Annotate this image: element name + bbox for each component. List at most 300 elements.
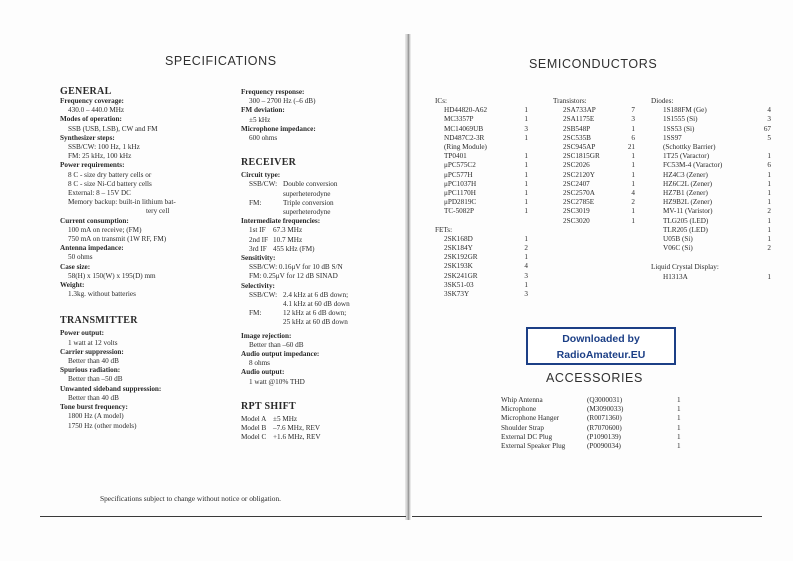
spec-value: 1750 Hz (other models)	[68, 421, 137, 430]
table-row	[501, 396, 687, 405]
spec-value: Memory backup: built-in lithium bat-	[68, 198, 176, 207]
part-quantity: 1	[524, 170, 528, 179]
part-quantity: 3	[524, 290, 528, 299]
table-row	[501, 433, 687, 442]
accessory-name: Microphone Hanger	[501, 414, 560, 423]
transistors-block	[553, 97, 635, 226]
accessory-quantity: 1	[677, 442, 681, 451]
part-quantity: 1	[767, 152, 771, 161]
part-number: 2SC3019	[563, 207, 590, 216]
kv-row	[241, 318, 401, 327]
spec-value: 1 watt at 12 volts	[68, 338, 118, 347]
spec-value: 300 – 2700 Hz (–6 dB)	[249, 97, 316, 106]
table-row	[444, 171, 528, 180]
selectivity-label: Selectivity:	[241, 281, 275, 290]
part-number: FC53M-4 (Varactor)	[663, 161, 723, 170]
kv-row	[241, 291, 401, 300]
table-row	[444, 253, 528, 262]
table-row	[444, 180, 528, 189]
part-quantity	[741, 143, 771, 152]
bottom-rule-right	[412, 516, 762, 517]
page-gutter	[405, 34, 411, 520]
table-row	[663, 244, 771, 253]
table-row	[444, 198, 528, 207]
accessory-name: Microphone	[501, 405, 537, 414]
spec-label: Power output:	[60, 329, 104, 338]
spec-value: Better than –60 dB	[249, 340, 304, 349]
kv-row	[241, 199, 401, 208]
table-row	[563, 115, 635, 124]
part-quantity: 1	[524, 253, 528, 262]
part-quantity: 1	[524, 133, 528, 142]
table-row	[444, 143, 528, 152]
spec-label: Synthesizer steps:	[60, 133, 115, 142]
part-quantity: 1	[524, 106, 528, 115]
part-number: 2SC1815GR	[563, 152, 600, 161]
fets-label: FETs:	[435, 225, 453, 234]
part-number: MC3357P	[444, 115, 474, 124]
kv-key	[249, 190, 283, 199]
part-quantity: 2	[524, 244, 528, 253]
kv-value: Double conversion	[283, 180, 338, 189]
table-row	[663, 217, 771, 226]
part-number: HD44820-A62	[444, 106, 488, 115]
table-row	[444, 115, 528, 124]
kv-key: Model C	[241, 433, 267, 442]
kv-value: ±5 MHz	[273, 414, 298, 423]
spec-label: Microphone impedance:	[241, 124, 316, 133]
kv-row	[241, 309, 401, 318]
rpt-shift-heading: RPT SHIFT	[241, 400, 297, 412]
part-quantity: 5	[767, 133, 771, 142]
accessory-code: (R0071360)	[587, 414, 622, 423]
accessory-name: Whip Antenna	[501, 396, 543, 404]
part-quantity: 1	[631, 179, 635, 188]
kv-key	[249, 208, 283, 217]
table-row	[563, 143, 635, 152]
accessory-code: (P1090139)	[587, 432, 621, 441]
part-number: 2SC535B	[563, 133, 591, 142]
download-line-1: Downloaded by	[562, 333, 640, 345]
part-quantity: 2	[767, 207, 771, 216]
fets-table	[444, 235, 528, 299]
part-quantity: 1	[524, 280, 528, 289]
kv-row	[241, 245, 401, 254]
part-number: 2SK241GR	[444, 271, 478, 280]
spec-value: Better than 40 dB	[68, 393, 119, 402]
table-row	[563, 217, 635, 226]
kv-row	[241, 424, 401, 433]
accessory-code: (P0090034)	[587, 442, 621, 451]
spec-label: Spurious radiation:	[60, 366, 121, 375]
table-row	[444, 262, 528, 271]
part-quantity: 4	[524, 262, 528, 271]
part-quantity: 1	[767, 225, 771, 234]
diodes-table	[663, 106, 771, 253]
kv-key: FM:	[249, 309, 262, 318]
part-quantity: 1	[524, 189, 528, 198]
part-number: 1SS53 (Si)	[663, 124, 695, 133]
kv-row	[241, 180, 401, 189]
spec-label: Case size:	[60, 262, 91, 271]
part-number: 2SA733AP	[563, 106, 596, 115]
circuit-type-label: Circuit type:	[241, 171, 281, 180]
kv-row	[241, 226, 401, 235]
table-row	[501, 424, 687, 433]
part-quantity: 1	[524, 198, 528, 207]
audio-spec-list	[241, 88, 401, 143]
part-number: 2SC2407	[563, 179, 590, 188]
selectivity-list	[241, 291, 401, 328]
kv-value: superheterodyne	[283, 208, 331, 217]
kv-value: +1.6 MHz, REV	[273, 433, 321, 442]
part-quantity: 2	[767, 244, 771, 253]
part-number: 2SB548P	[563, 124, 591, 133]
general-heading: GENERAL	[60, 86, 112, 97]
diodes-block	[651, 97, 771, 282]
part-quantity: 1	[524, 152, 528, 161]
kv-value: superheterodyne	[283, 189, 331, 198]
table-row	[444, 106, 528, 115]
kv-key: 2nd IF	[249, 235, 268, 244]
accessory-quantity: 1	[677, 396, 681, 404]
transistors-label: Transistors:	[553, 97, 587, 105]
transmitter-list	[60, 329, 235, 430]
kv-key: SSB/CW:	[249, 290, 278, 299]
part-number: μPC1170H	[444, 189, 476, 198]
ics-label: ICs:	[435, 97, 447, 105]
part-quantity: 7	[631, 106, 635, 115]
part-number: V06C (Si)	[663, 244, 693, 253]
spec-value: 100 mA on receive; (FM)	[68, 225, 142, 234]
part-quantity: 6	[631, 133, 635, 142]
table-row	[501, 405, 687, 414]
part-number: ND487C2-3R	[444, 133, 485, 142]
part-quantity: 1	[767, 198, 771, 207]
part-number: 1S188FM (Ge)	[663, 106, 707, 115]
part-quantity: 3	[524, 124, 528, 133]
spec-value: Better than 40 dB	[68, 357, 119, 366]
part-number: μPD2819C	[444, 198, 477, 207]
part-number: 1T25 (Varactor)	[663, 152, 710, 161]
part-quantity: 6	[767, 161, 771, 170]
spec-label: Audio output:	[241, 368, 285, 377]
part-number: HZ7B1 (Zener)	[663, 189, 708, 198]
accessories-table	[501, 396, 687, 451]
table-row	[444, 290, 528, 299]
accessory-code: (M3090033)	[587, 405, 624, 414]
part-number: TLG205 (LED)	[663, 216, 709, 225]
transmitter-heading: TRANSMITTER	[60, 315, 138, 327]
spec-value: 8 ohms	[249, 359, 270, 368]
accessory-name: External DC Plug	[501, 432, 553, 441]
table-row	[444, 134, 528, 143]
part-number: μPC1037H	[444, 179, 477, 188]
table-row	[663, 143, 771, 152]
table-row	[663, 171, 771, 180]
part-number: 2SC2026	[563, 161, 590, 170]
part-number: 2SK192GR	[444, 253, 478, 262]
part-number: 1SS97	[663, 133, 682, 142]
spec-value: 8 C - size Ni-Cd battery cells	[68, 179, 152, 188]
kv-value: 2.4 kHz at 6 dB down;	[283, 290, 349, 299]
spec-value: 1800 Hz (A model)	[68, 412, 124, 421]
part-quantity: 1	[767, 179, 771, 188]
table-row	[663, 161, 771, 170]
spec-footer-note: Specifications subject to change without notice or obligation.	[100, 494, 282, 503]
kv-row	[241, 415, 401, 424]
part-number: 2SK193K	[444, 262, 473, 271]
accessory-quantity: 1	[677, 414, 681, 423]
spec-label: Antenna impedance:	[60, 244, 124, 253]
kv-row	[241, 190, 401, 199]
kv-value: Triple conversion	[283, 198, 334, 207]
table-row	[444, 207, 528, 216]
accessory-code: (Q3000031)	[587, 396, 623, 404]
part-quantity: 1	[767, 216, 771, 225]
part-number: μPC575C2	[444, 161, 476, 170]
spec-label: Frequency coverage:	[60, 97, 124, 105]
semiconductors-title: SEMICONDUCTORS	[529, 57, 658, 71]
kv-value: 455 kHz (FM)	[273, 244, 315, 253]
sensitivity-ssb: SSB/CW: 0.16μV for 10 dB S/N	[249, 263, 343, 272]
spec-label: Tone burst frequency:	[60, 403, 128, 412]
spec-value: 600 ohms	[249, 134, 278, 143]
part-quantity: 4	[767, 106, 771, 115]
spec-label: FM deviation:	[241, 106, 285, 115]
part-number: 1S1555 (Si)	[663, 115, 698, 124]
table-row	[663, 106, 771, 115]
part-number: TP0401	[444, 152, 467, 161]
part-number: 2SC2120Y	[563, 170, 595, 179]
part-quantity: 1	[524, 234, 528, 243]
kv-row	[241, 433, 401, 442]
part-quantity: 1	[767, 170, 771, 179]
sensitivity-fm: FM: 0.25μV for 12 dB SINAD	[249, 272, 338, 281]
part-number: 2SA1175E	[563, 115, 595, 124]
kv-key: 1st IF	[249, 226, 266, 235]
part-quantity: 2	[631, 198, 635, 207]
accessories-block	[501, 396, 687, 451]
audio-output-list	[241, 332, 401, 387]
part-number: 2SK168D	[444, 234, 473, 243]
if-label: Intermediate frequencies:	[241, 217, 321, 226]
table-row	[444, 281, 528, 290]
part-quantity: 3	[767, 115, 771, 124]
part-number: (Ring Module)	[444, 143, 487, 152]
kv-value: 25 kHz at 60 dB down	[283, 318, 348, 327]
spec-value: SSB/CW: 100 Hz, 1 kHz	[68, 143, 140, 152]
part-quantity: 1	[524, 179, 528, 188]
spec-value: 750 mA on transmit (1W RF, FM)	[68, 235, 167, 244]
lcd-label: Liquid Crystal Display:	[651, 263, 719, 272]
table-row	[663, 189, 771, 198]
table-row	[663, 198, 771, 207]
part-quantity: 1	[767, 235, 771, 244]
part-quantity: 1	[524, 161, 528, 170]
kv-key: FM:	[249, 198, 262, 207]
table-row	[663, 273, 771, 282]
table-row	[663, 226, 771, 235]
table-row	[563, 189, 635, 198]
table-row	[563, 207, 635, 216]
table-row	[663, 134, 771, 143]
general-list	[60, 97, 235, 299]
accessory-code: (R7070600)	[587, 423, 622, 432]
part-quantity: 3	[631, 115, 635, 124]
kv-value: 4.1 kHz at 60 dB down	[283, 300, 350, 309]
table-row	[663, 115, 771, 124]
kv-key	[249, 318, 283, 327]
part-number: HZ9B2L (Zener)	[663, 198, 713, 207]
part-number: HZ4C3 (Zener)	[663, 170, 708, 179]
table-row	[444, 272, 528, 281]
ics-table	[444, 106, 528, 216]
table-row	[501, 442, 687, 451]
part-quantity: 1	[767, 272, 771, 281]
accessory-quantity: 1	[677, 405, 681, 414]
part-quantity: 1	[631, 152, 635, 161]
kv-row	[241, 208, 401, 217]
spec-value: 58(H) x 150(W) x 195(D) mm	[68, 271, 156, 280]
part-quantity: 1	[631, 170, 635, 179]
table-row	[563, 198, 635, 207]
kv-key	[249, 300, 283, 309]
accessories-title: ACCESSORIES	[546, 371, 643, 385]
table-row	[501, 414, 687, 423]
spec-value: ±5 kHz	[249, 115, 271, 124]
part-number: 3SK73Y	[444, 290, 470, 299]
table-row	[663, 125, 771, 134]
table-row	[663, 235, 771, 244]
rpt-shift-list	[241, 415, 401, 443]
kv-value: 10.7 MHz	[273, 235, 303, 244]
sensitivity-label: Sensitivity:	[241, 254, 276, 263]
specifications-title: SPECIFICATIONS	[165, 54, 277, 68]
diodes-label: Diodes:	[651, 97, 674, 105]
kv-key: SSB/CW:	[249, 180, 278, 189]
table-row	[663, 152, 771, 161]
if-list	[241, 226, 401, 254]
receiver-heading: RECEIVER	[241, 157, 297, 169]
part-quantity: 21	[627, 143, 635, 152]
download-banner	[526, 327, 676, 365]
table-row	[563, 134, 635, 143]
spec-value: External: 8 – 15V DC	[68, 189, 131, 198]
download-site-link[interactable]: RadioAmateur.EU	[556, 349, 646, 361]
table-row	[663, 180, 771, 189]
kv-value: 12 kHz at 6 dB down;	[283, 309, 347, 318]
spec-value: 8 C - size dry battery cells or	[68, 170, 152, 179]
circuit-type-list	[241, 180, 401, 217]
spec-value: 1.3kg. without batteries	[68, 290, 136, 299]
table-row	[444, 235, 528, 244]
spec-label: Power requirements:	[60, 161, 125, 170]
spec-value: 1 watt @10% THD	[249, 377, 305, 386]
kv-key: Model B	[241, 424, 267, 433]
kv-key: Model A	[241, 414, 267, 423]
table-row	[563, 180, 635, 189]
part-quantity: 1	[631, 216, 635, 225]
table-row	[563, 171, 635, 180]
part-number: 3SK51-03	[444, 280, 474, 289]
spec-value: 50 ohms	[68, 253, 93, 262]
accessory-quantity: 1	[677, 432, 681, 441]
kv-value: –7.6 MHz, REV	[273, 424, 321, 433]
accessory-name: External Speaker Plug	[501, 442, 566, 451]
accessory-name: Shoulder Strap	[501, 423, 544, 432]
left-column	[60, 86, 235, 431]
bottom-rule-left	[40, 516, 406, 517]
table-row	[663, 207, 771, 216]
part-quantity: 1	[631, 207, 635, 216]
part-number: H1313A	[663, 272, 688, 281]
part-number: μPC577H	[444, 170, 473, 179]
part-quantity: 3	[524, 271, 528, 280]
part-quantity: 67	[763, 124, 771, 133]
kv-row	[241, 300, 401, 309]
accessory-quantity: 1	[677, 423, 681, 432]
spec-label: Unwanted sideband suppression:	[60, 384, 162, 393]
table-row	[444, 161, 528, 170]
part-quantity: 4	[631, 189, 635, 198]
part-number: HZ6C2L (Zener)	[663, 179, 713, 188]
transistors-table	[563, 106, 635, 226]
part-number: TLR205 (LED)	[663, 225, 708, 234]
part-quantity: 1	[524, 207, 528, 216]
part-number: MV-11 (Varistor)	[663, 207, 713, 216]
right-spec-column	[241, 88, 401, 443]
table-row	[444, 244, 528, 253]
table-row	[444, 189, 528, 198]
table-row	[444, 152, 528, 161]
part-number: 2SC2785E	[563, 198, 595, 207]
spec-label: Image rejection:	[241, 331, 292, 340]
spec-label: Frequency response:	[241, 88, 305, 96]
kv-key: 3rd IF	[249, 244, 267, 253]
table-row	[444, 125, 528, 134]
kv-row	[241, 236, 401, 245]
ics-block	[435, 97, 528, 299]
part-number: U05B (Si)	[663, 235, 693, 244]
table-row	[563, 161, 635, 170]
part-quantity: 1	[631, 161, 635, 170]
kv-value: 67.3 MHz	[273, 226, 303, 235]
spec-label: Current consumption:	[60, 216, 129, 225]
part-quantity: 1	[631, 124, 635, 133]
part-number: (Schottky Barrier)	[663, 143, 716, 152]
table-row	[563, 125, 635, 134]
spec-value: SSB (USB, LSB), CW and FM	[68, 124, 158, 133]
table-row	[563, 106, 635, 115]
part-quantity: 1	[524, 115, 528, 124]
spec-label: Modes of operation:	[60, 115, 122, 124]
spec-value: Better than –50 dB	[68, 375, 123, 384]
spec-label: Carrier suppression:	[60, 347, 124, 356]
spec-label: Weight:	[60, 281, 85, 290]
part-number: 2SK184Y	[444, 244, 473, 253]
part-quantity: 1	[767, 189, 771, 198]
spec-value-continued: tery cell	[146, 207, 170, 216]
spec-label: Audio output impedance:	[241, 350, 320, 359]
lcd-table	[663, 273, 771, 282]
part-number: 2SC945AP	[563, 143, 596, 152]
spec-value: 430.0 – 440.0 MHz	[68, 106, 125, 115]
part-quantity	[506, 143, 528, 152]
part-number: 2SC2570A	[563, 189, 595, 198]
part-number: MC14069UB	[444, 124, 484, 133]
table-row	[563, 152, 635, 161]
